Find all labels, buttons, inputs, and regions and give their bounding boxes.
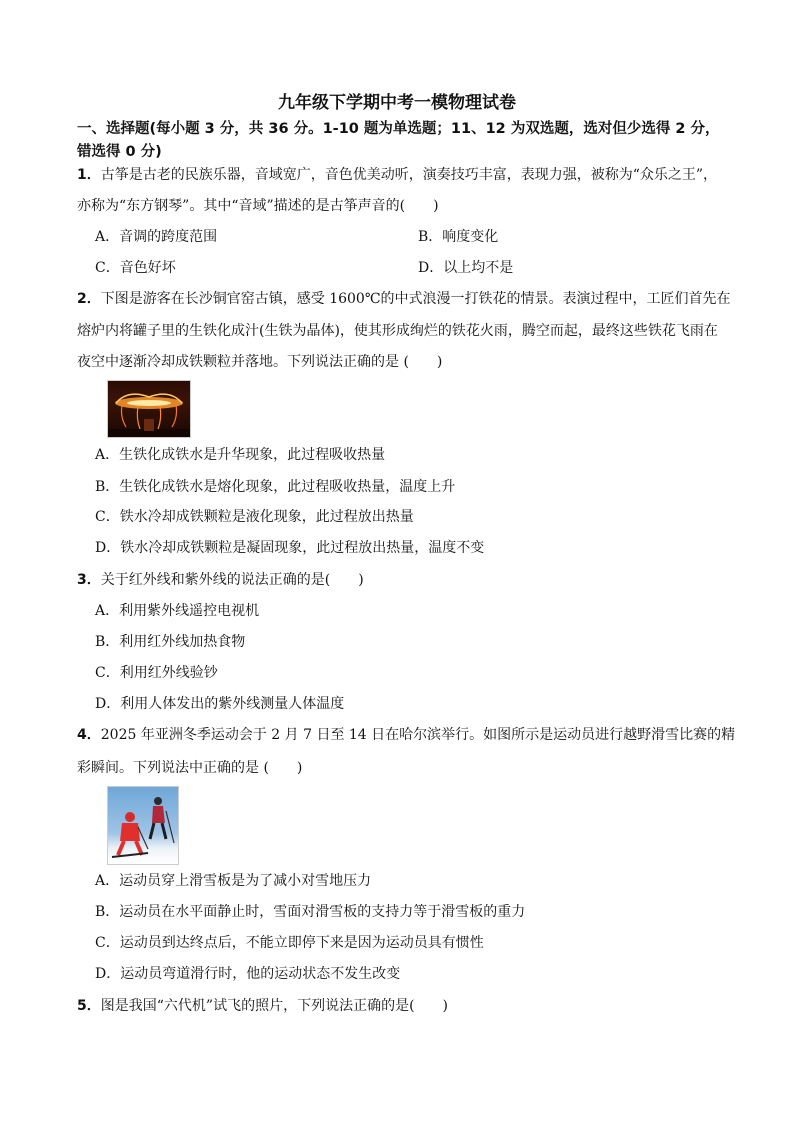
option-a: A．运动员穿上滑雪板是为了减小对雪地压力 xyxy=(95,873,372,889)
option-b: B．生铁化成铁水是熔化现象，此过程吸收热量，温度上升 xyxy=(95,479,456,495)
option-a: A．音调的跨度范围 xyxy=(95,229,218,245)
question-text: 古筝是古老的民族乐器，音域宽广，音色优美动听，演奏技巧丰富，表现力强，被称为“众乐之王”， xyxy=(100,167,718,183)
question-4-line-1 xyxy=(77,725,735,745)
question-3-line-1 xyxy=(77,570,364,590)
question-number: 4． xyxy=(77,727,101,743)
question-4-line-2: 彩瞬间。下列说法中正确的是 ( ) xyxy=(77,760,303,776)
question-number: 2． xyxy=(77,291,101,307)
question-text: 关于红外线和紫外线的说法正确的是( ) xyxy=(100,572,364,588)
option-b: B．运动员在水平面静止时，雪面对滑雪板的支持力等于滑雪板的重力 xyxy=(95,904,526,920)
question-number: 1． xyxy=(77,167,101,183)
option-a: A．利用紫外线遥控电视机 xyxy=(95,603,260,619)
section-heading-line-1: 一、选择题(每小题 3 分，共 36 分。1-10 题为单选题；11、12 为双选题，选对但少选得 2 分， xyxy=(77,121,720,137)
option-d: D．运动员弯道滑行时，他的运动状态不发生改变 xyxy=(95,966,401,982)
iron-flower-photo xyxy=(107,380,191,438)
exam-title: 九年级下学期中考一模物理试卷 xyxy=(278,93,516,113)
option-b: B．利用红外线加热食物 xyxy=(95,634,246,650)
option-d: D．以上均不是 xyxy=(418,260,514,276)
option-b: B．响度变化 xyxy=(418,229,499,245)
option-c: C．音色好坏 xyxy=(95,260,176,276)
question-1-line-1 xyxy=(77,165,717,185)
question-1-line-2: 亦称为“东方钢琴”。其中“音域”描述的是古筝声音的( ) xyxy=(77,198,439,214)
option-c: C．铁水冷却成铁颗粒是液化现象，此过程放出热量 xyxy=(95,509,414,525)
question-2-line-1 xyxy=(77,289,731,309)
option-a: A．生铁化成铁水是升华现象，此过程吸收热量 xyxy=(95,447,386,463)
section-heading-line-2: 错选得 0 分) xyxy=(77,144,162,160)
fireworks-image xyxy=(108,381,190,437)
question-text: 下图是游客在长沙铜官窑古镇，感受 1600℃的中式浪漫一打铁花的情景。表演过程中，工匠们首先在 xyxy=(100,291,731,307)
question-text: 图是我国“六代机”试飞的照片，下列说法正确的是( ) xyxy=(100,998,448,1014)
question-number: 3． xyxy=(77,572,101,588)
question-2-line-3: 夜空中逐渐冷却成铁颗粒并落地。下列说法正确的是 ( ) xyxy=(77,354,443,370)
question-2-line-2: 熔炉内将罐子里的生铁化成汁(生铁为晶体)，使其形成绚烂的铁花火雨，腾空而起，最终这些铁花飞雨在 xyxy=(77,323,718,339)
question-text: 2025 年亚洲冬季运动会于 2 月 7 日至 14 日在哈尔滨举行。如图所示是运动员进行越野滑雪比赛的精 xyxy=(100,727,736,743)
option-c: C．运动员到达终点后，不能立即停下来是因为运动员具有惯性 xyxy=(95,935,484,951)
question-5-line-1 xyxy=(77,996,448,1016)
question-number: 5． xyxy=(77,998,101,1014)
skier-image xyxy=(108,787,178,864)
section-heading xyxy=(77,118,757,164)
option-d: D．铁水冷却成铁颗粒是凝固现象，此过程放出热量，温度不变 xyxy=(95,540,485,556)
ski-race-photo xyxy=(107,786,179,865)
option-c: C．利用红外线验钞 xyxy=(95,665,218,681)
option-d: D．利用人体发出的紫外线测量人体温度 xyxy=(95,696,345,712)
